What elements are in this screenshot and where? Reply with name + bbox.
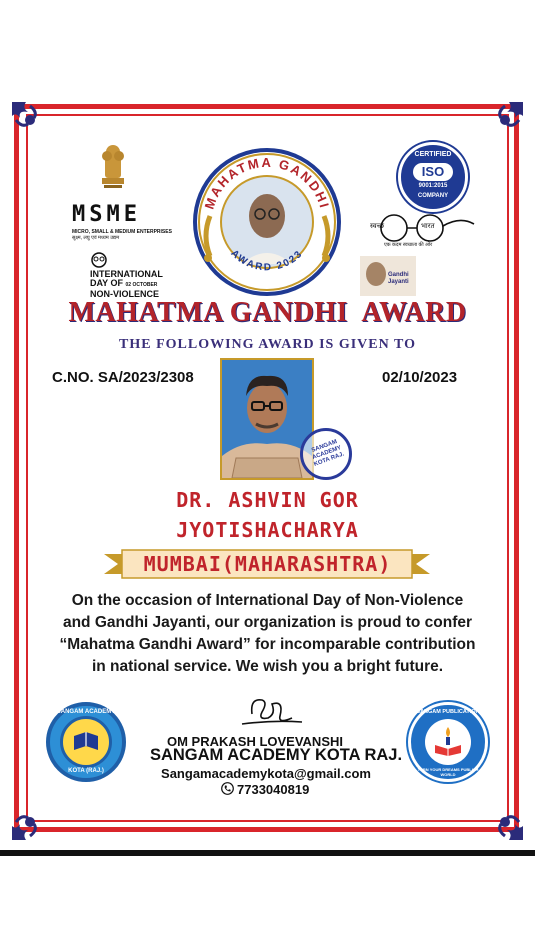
- certificate: [0, 90, 535, 850]
- citation-line: On the occasion of International Day of Non-Violence: [71, 592, 464, 609]
- swachh-bharat-glasses-icon: [364, 214, 478, 254]
- international-day-logo: [90, 270, 163, 299]
- organization-name: SANGAM ACADEMY KOTA RAJ.: [149, 746, 403, 764]
- signatory-name: OM PRAKASH LOVEVANSHI: [167, 734, 343, 749]
- svg-text:MAHATMA GANDHI: [202, 155, 333, 211]
- corner-ornament-icon: [8, 802, 50, 844]
- svg-text:AWARD 2023: [228, 248, 305, 273]
- iso-middle: ISO: [413, 163, 453, 181]
- corner-ornament-icon: [8, 98, 50, 140]
- citation-line: and Gandhi Jayanti, our organization is proud to confer: [62, 614, 473, 631]
- certificate-date: 02/10/2023: [382, 369, 458, 386]
- swachh-caption: एक कदम स्वच्छता की ओर: [384, 242, 433, 248]
- badge-bottom-text: AWARD 2023: [228, 248, 306, 274]
- book-icon: [72, 728, 100, 756]
- recipient-photo-figure: [222, 360, 312, 478]
- recipient-photo: [220, 358, 314, 480]
- phone-icon: [221, 782, 234, 795]
- msme-logo-text: MSME: [72, 202, 141, 227]
- recipient-name: DR. ASHVIN GOR: [176, 488, 359, 512]
- intl-day-line2: DAY OF: [90, 278, 124, 288]
- intl-day-line1: INTERNATIONAL: [90, 269, 163, 279]
- swachh-word1: स्वच्छ: [370, 223, 385, 230]
- national-emblem-icon: [96, 142, 130, 192]
- bottom-divider: [0, 850, 535, 856]
- left-seal-bottom: KOTA (RAJ.): [68, 768, 104, 774]
- right-seal-bottom: TURN YOUR DREAMS PUBLISH WORLD: [417, 767, 479, 777]
- gandhi-portrait-small: [366, 262, 386, 286]
- intl-day-line3: NON-VIOLENCE: [90, 289, 160, 299]
- recipient-location: MUMBAI(MAHARASHTRA): [143, 552, 392, 576]
- right-seal-top: SANGAM PUBLICATION: [416, 709, 480, 715]
- stamp-text: SANGAM ACADEMY KOTA RAJ.: [310, 439, 346, 468]
- signature-icon: [232, 692, 312, 732]
- certificate-number: C.NO. SA/2023/2308: [52, 369, 194, 386]
- sangam-academy-seal: [46, 702, 126, 782]
- iso-top: CERTIFIED: [414, 151, 452, 158]
- recipient-title: JYOTISHACHARYA: [176, 518, 359, 542]
- msme-logo: [72, 204, 172, 241]
- certificate-title: MAHATMA GANDHI AWARD: [68, 297, 467, 328]
- citation-line: in national service. We wish you a bright future.: [91, 658, 444, 675]
- gandhi-jayanti-image: [360, 256, 416, 296]
- organization-email: Sangamacademykota@gmail.com: [161, 766, 371, 781]
- iso-badge: [398, 142, 468, 212]
- gandhi-sketch-icon: [88, 252, 110, 270]
- badge-top-text: MAHATMA GANDHI: [201, 155, 333, 212]
- corner-ornament-icon: [485, 98, 527, 140]
- academy-stamp: [300, 428, 352, 480]
- award-badge-text: [190, 146, 344, 298]
- organization-phone: 7733040819: [237, 782, 310, 797]
- corner-ornament-icon: [485, 802, 527, 844]
- intl-day-date: 02 OCTOBER: [125, 282, 158, 288]
- msme-caption: MICRO, SMALL & MEDIUM ENTERPRISES: [72, 229, 172, 235]
- gandhi-jayanti-label: Gandhi Jayanti: [388, 272, 409, 285]
- left-seal-top: SANGAM ACADEMY: [56, 709, 116, 715]
- iso-number: 9001:2015: [418, 183, 448, 189]
- msme-caption-hindi: सूक्ष्म, लघु एवं मध्यम उद्यम: [72, 235, 120, 241]
- sangam-publication-seal: [408, 702, 488, 782]
- swachh-word2: भारत: [421, 223, 435, 230]
- citation-line: “Mahatma Gandhi Award” for incomparable contribution: [59, 636, 476, 653]
- torch-book-icon: [433, 725, 463, 757]
- certificate-subtitle: THE FOLLOWING AWARD IS GIVEN TO: [119, 337, 416, 352]
- iso-bottom: COMPANY: [417, 193, 449, 199]
- citation-text: [40, 590, 495, 678]
